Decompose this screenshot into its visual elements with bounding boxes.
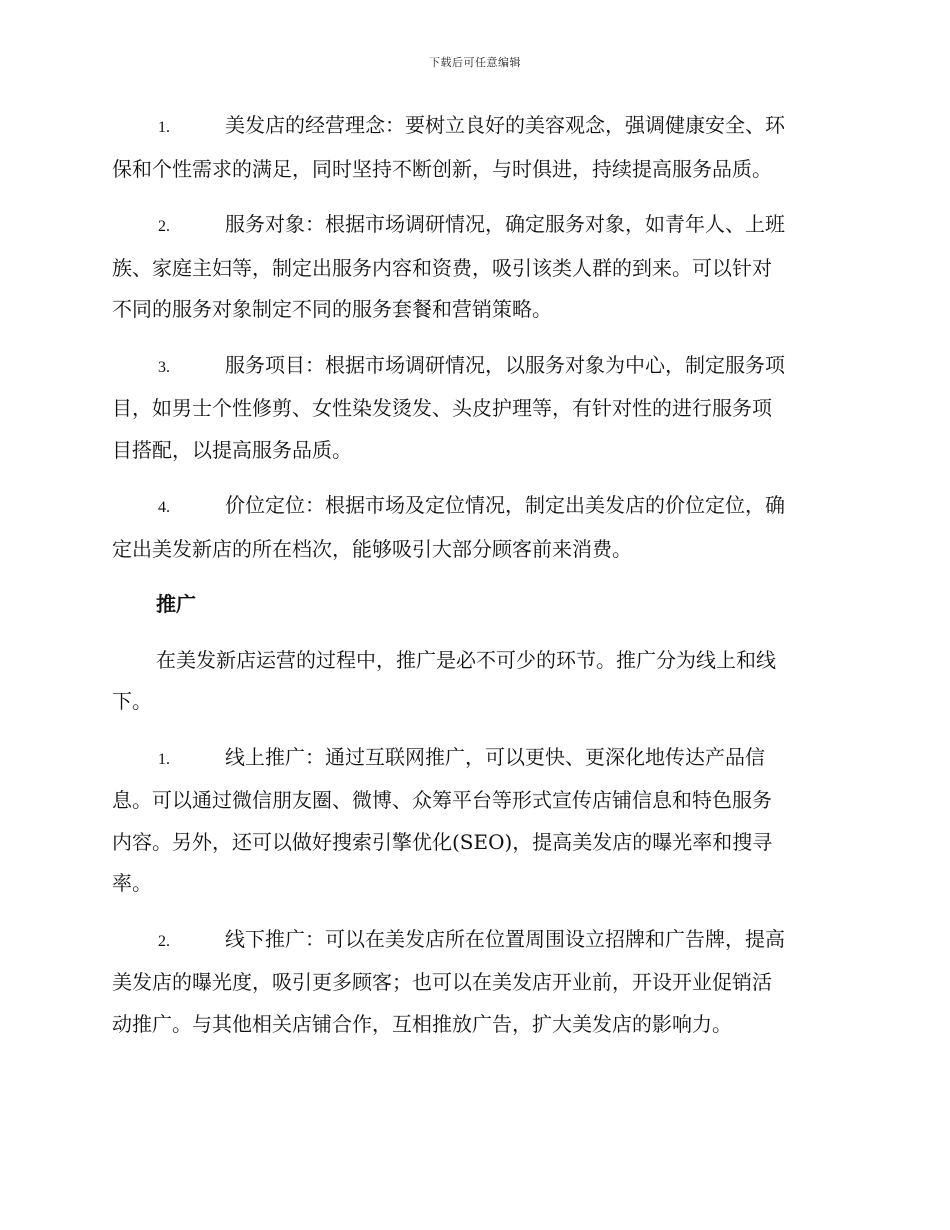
section-heading: 推广 [156, 592, 196, 616]
list-number: 1. [158, 750, 170, 768]
list-item [112, 737, 838, 905]
line-text: 目搭配，以提高服务品质。 [112, 437, 352, 462]
document-body [112, 105, 838, 1059]
line-text: 不同的服务对象制定不同的服务套餐和营销策略。 [112, 297, 552, 321]
line-text: 定出美发新店的所在档次，能够吸引大部分顾客前来消费。 [112, 536, 632, 561]
line-text: 目，如男士个性修剪、女性染发烫发、头皮护理等，有针对性的进行服务项 [112, 396, 772, 420]
line-text: 服务项目：根据市场调研情况，以服务对象为中心，制定服务项 [225, 352, 785, 377]
list-number: 1. [158, 119, 170, 136]
line-text: 保和个性需求的满足，同时坚持不断创新，与时俱进，持续提高服务品质。 [112, 156, 772, 181]
line-text: 下。 [112, 689, 152, 713]
line-text: 动推广。与其他相关店铺合作，互相推放广告，扩大美发店的影响力。 [112, 1011, 732, 1036]
line-text: 内容。另外，还可以做好搜索引擎优化(SEO)，提高美发店的曝光率和搜寻 [112, 829, 773, 854]
line-text: 息。可以通过微信朋友圈、微博、众筹平台等形式宣传店铺信息和特色服务 [112, 788, 772, 812]
list-number: 4. [158, 499, 170, 516]
page-header: 下载后可任意编辑 [429, 56, 521, 69]
list-number: 2. [158, 218, 170, 235]
line-text: 族、家庭主妇等，制定出服务内容和资费，吸引该类人群的到来。可以针对 [112, 255, 772, 280]
line-text: 服务对象：根据市场调研情况，确定服务对象，如青年人、上班 [225, 212, 785, 236]
list-item [112, 204, 838, 331]
line-text: 在美发新店运营的过程中，推广是必不可少的环节。推广分为线上和线 [156, 647, 776, 672]
line-text: 率。 [112, 871, 152, 895]
list-item [112, 919, 838, 1046]
intro-paragraph [112, 640, 838, 723]
list-number: 2. [158, 932, 170, 950]
line-text: 线上推广：通过互联网推广，可以更快、更深化地传达产品信 [225, 744, 765, 769]
line-text: 美发店的曝光度，吸引更多顾客；也可以在美发店开业前，开设开业促销活 [112, 970, 772, 994]
line-text: 价位定位：根据市场及定位情况，制定出美发店的价位定位，确 [225, 493, 785, 517]
list-item [112, 105, 838, 190]
line-text: 线下推广：可以在美发店所在位置周围设立招牌和广告牌，提高 [225, 926, 785, 951]
list-item [112, 345, 838, 472]
list-item [112, 485, 838, 570]
line-text: 美发店的经营理念：要树立良好的美容观念，强调健康安全、环 [225, 113, 785, 137]
list-number: 3. [158, 358, 170, 376]
